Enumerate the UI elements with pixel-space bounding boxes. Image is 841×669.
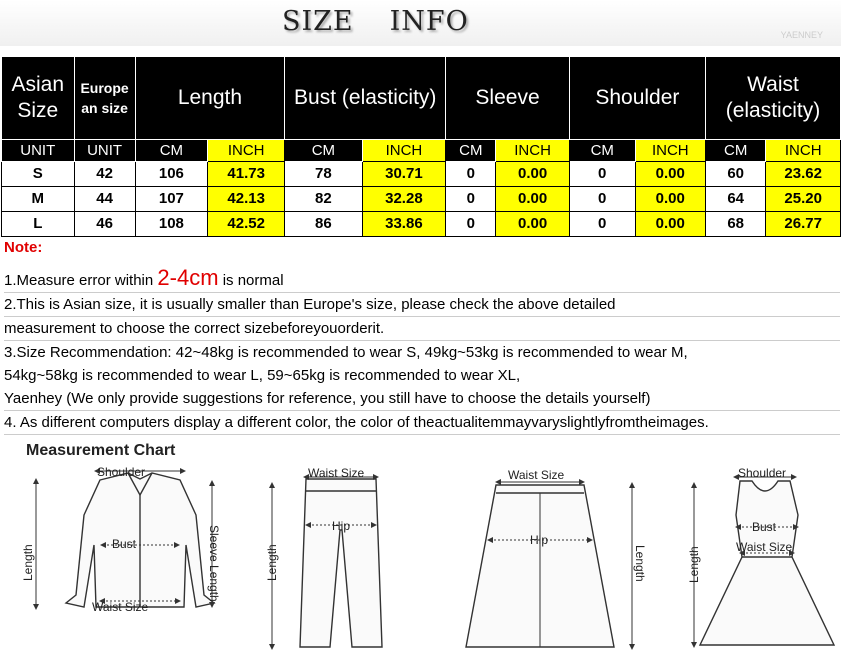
- pants-waist-label: Waist Size: [308, 466, 365, 480]
- notes-section: [4, 237, 840, 435]
- table-cell: 0.00: [635, 211, 705, 236]
- table-cell: S: [2, 161, 75, 186]
- table-cell: 68: [705, 211, 765, 236]
- watermark: YAENNEY: [780, 30, 823, 40]
- table-cell: 60: [705, 161, 765, 186]
- shirt-sleeve-label: Sleeve Length: [207, 525, 221, 602]
- table-cell: 42.52: [208, 211, 285, 236]
- table-cell: 0: [569, 211, 635, 236]
- unit-cell: CM: [446, 139, 496, 161]
- header-length: Length: [135, 57, 285, 139]
- unit-cell: INCH: [496, 139, 569, 161]
- table-cell: 23.62: [766, 161, 841, 186]
- table-cell: 64: [705, 186, 765, 211]
- table-row: [2, 211, 841, 236]
- unit-cell: CM: [135, 139, 208, 161]
- note-2a: 2.This is Asian size, it is usually smaller than Europe's size, please check the above detailed: [4, 293, 840, 317]
- header-sleeve: Sleeve: [446, 57, 570, 139]
- table-cell: 0.00: [496, 161, 569, 186]
- header-shoulder: Shoulder: [569, 57, 705, 139]
- table-cell: 42.13: [208, 186, 285, 211]
- table-cell: 44: [74, 186, 135, 211]
- table-cell: 86: [285, 211, 362, 236]
- title-size: SIZE: [282, 6, 354, 37]
- note-3c: Yaenhey (We only provide suggestions for reference, you still have to choose the details yourself): [4, 387, 840, 411]
- skirt-length-label: Length: [633, 545, 647, 582]
- table-cell: 0.00: [496, 211, 569, 236]
- table-header-row: [2, 57, 841, 139]
- unit-cell: INCH: [766, 139, 841, 161]
- note-1-prefix: 1.Measure error within: [4, 272, 158, 289]
- title-info: INFO: [389, 6, 469, 37]
- table-cell: 0: [569, 186, 635, 211]
- unit-cell: CM: [285, 139, 362, 161]
- unit-cell: CM: [569, 139, 635, 161]
- unit-cell: UNIT: [74, 139, 135, 161]
- header-europe-size: Europe an size: [74, 57, 135, 139]
- note-1: [4, 261, 840, 293]
- shirt-length-label: Length: [21, 544, 35, 581]
- table-cell: 0.00: [496, 186, 569, 211]
- table-cell: M: [2, 186, 75, 211]
- table-cell: 106: [135, 161, 208, 186]
- table-cell: 0.00: [635, 161, 705, 186]
- table-cell: 30.71: [362, 161, 446, 186]
- pants-length-label: Length: [265, 544, 279, 581]
- unit-cell: INCH: [635, 139, 705, 161]
- header-bust: Bust (elasticity): [285, 57, 446, 139]
- table-row: [2, 161, 841, 186]
- unit-row: [2, 139, 841, 161]
- unit-cell: UNIT: [2, 139, 75, 161]
- dress-bust-label: Bust: [752, 520, 777, 534]
- skirt-waist-label: Waist Size: [508, 468, 565, 482]
- dress-diagram: [694, 477, 834, 645]
- table-cell: 25.20: [766, 186, 841, 211]
- dress-length-label: Length: [687, 546, 701, 583]
- table-cell: 108: [135, 211, 208, 236]
- shirt-waist-label: Waist Size: [92, 600, 149, 614]
- note-1-highlight: 2-4cm: [157, 265, 219, 290]
- table-cell: 26.77: [766, 211, 841, 236]
- unit-cell: INCH: [208, 139, 285, 161]
- dress-shoulder-label: Shoulder: [738, 466, 787, 480]
- header-waist: Waist (elasticity): [705, 57, 840, 139]
- table-cell: 0: [446, 161, 496, 186]
- table-cell: 82: [285, 186, 362, 211]
- shirt-shoulder-label: Shoulder: [97, 465, 146, 479]
- pants-diagram: [272, 477, 382, 647]
- note-3a: 3.Size Recommendation: 42~48kg is recommended to wear S, 49kg~53kg is recommended to wear M,: [4, 344, 688, 361]
- table-cell: 42: [74, 161, 135, 186]
- table-cell: L: [2, 211, 75, 236]
- title-bar: [0, 0, 841, 46]
- table-cell: 0: [446, 186, 496, 211]
- note-title: Note:: [4, 239, 43, 256]
- note-1-suffix: is normal: [218, 272, 284, 289]
- table-cell: 78: [285, 161, 362, 186]
- dress-waist-label: Waist Size: [736, 540, 793, 554]
- unit-cell: INCH: [362, 139, 446, 161]
- skirt-hip-label: Hip: [530, 533, 549, 547]
- table-cell: 46: [74, 211, 135, 236]
- shirt-bust-label: Bust: [112, 537, 137, 551]
- table-cell: 0.00: [635, 186, 705, 211]
- table-cell: 33.86: [362, 211, 446, 236]
- skirt-diagram: [466, 482, 632, 647]
- header-asian-size: Asian Size: [2, 57, 75, 139]
- table-cell: 0: [446, 211, 496, 236]
- page-title: [282, 6, 505, 37]
- unit-cell: CM: [705, 139, 765, 161]
- note-4: 4. As different computers display a different color, the color of theactualitemmayvaryslightlyfromtheimages.: [4, 411, 840, 435]
- note-3b: 54kg~58kg is recommended to wear L, 59~65kg is recommended to wear XL,: [4, 367, 521, 384]
- measurement-chart: [0, 435, 841, 669]
- table-cell: 41.73: [208, 161, 285, 186]
- table-cell: 107: [135, 186, 208, 211]
- table-cell: 32.28: [362, 186, 446, 211]
- pants-hip-label: Hip: [332, 519, 351, 533]
- chart-title: Measurement Chart: [26, 442, 176, 459]
- size-table: [1, 57, 841, 237]
- note-2b: measurement to choose the correct sizebeforeyouorderit.: [4, 317, 840, 341]
- table-row: [2, 186, 841, 211]
- table-cell: 0: [569, 161, 635, 186]
